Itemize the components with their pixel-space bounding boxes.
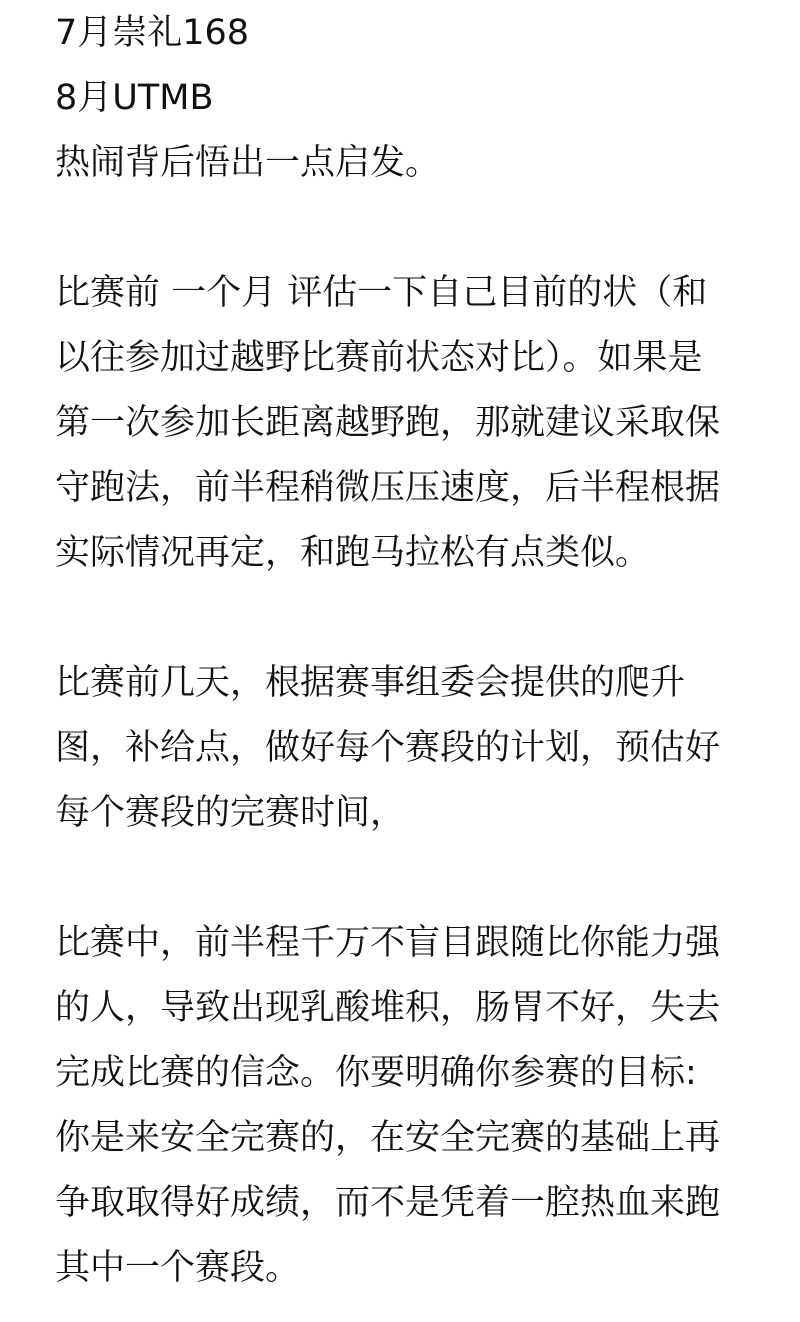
paragraph-line: 图，补给点，做好每个赛段的计划，预估好 [55, 728, 721, 768]
paragraph-line: 其中一个赛段。 [55, 1248, 301, 1288]
paragraph-line: 完成比赛的信念。你要明确你参赛的目标: [55, 1053, 697, 1093]
paragraph-line: 的人，导致出现乳酸堆积，肠胃不好，失去 [55, 988, 721, 1028]
paragraph-line: 以往参加过越野比赛前状态对比）。如果是 [55, 338, 703, 378]
paragraph-during-race [55, 911, 745, 1301]
paragraph-before-race-month [55, 261, 745, 586]
intro-line: 8月UTMB [55, 78, 214, 118]
paragraph-line: 实际情况再定，和跑马拉松有点类似。 [55, 533, 651, 573]
paragraph-line: 你是来安全完赛的，在安全完赛的基础上再 [55, 1118, 721, 1158]
paragraph-line: 守跑法，前半程稍微压压速度，后半程根据 [55, 468, 721, 508]
paragraph-line: 每个赛段的完赛时间， [55, 793, 406, 833]
paragraph-line: 比赛前几天，根据赛事组委会提供的爬升 [55, 663, 686, 703]
intro-line: 热闹背后悟出一点启发。 [55, 143, 441, 183]
paragraph-line: 第一次参加长距离越野跑，那就建议采取保 [55, 403, 721, 443]
paragraph-line: 争取取得好成绩，而不是凭着一腔热血来跑 [55, 1183, 721, 1223]
paragraph-before-race-days [55, 651, 745, 846]
intro-line: 7月崇礼168 [55, 13, 250, 53]
paragraph-line: 比赛前 一个月 评估一下自己目前的状（和 [55, 273, 708, 313]
intro-block [55, 0, 745, 196]
paragraph-line: 比赛中，前半程千万不盲目跟随比你能力强 [55, 923, 721, 963]
document-body [55, 0, 745, 1301]
